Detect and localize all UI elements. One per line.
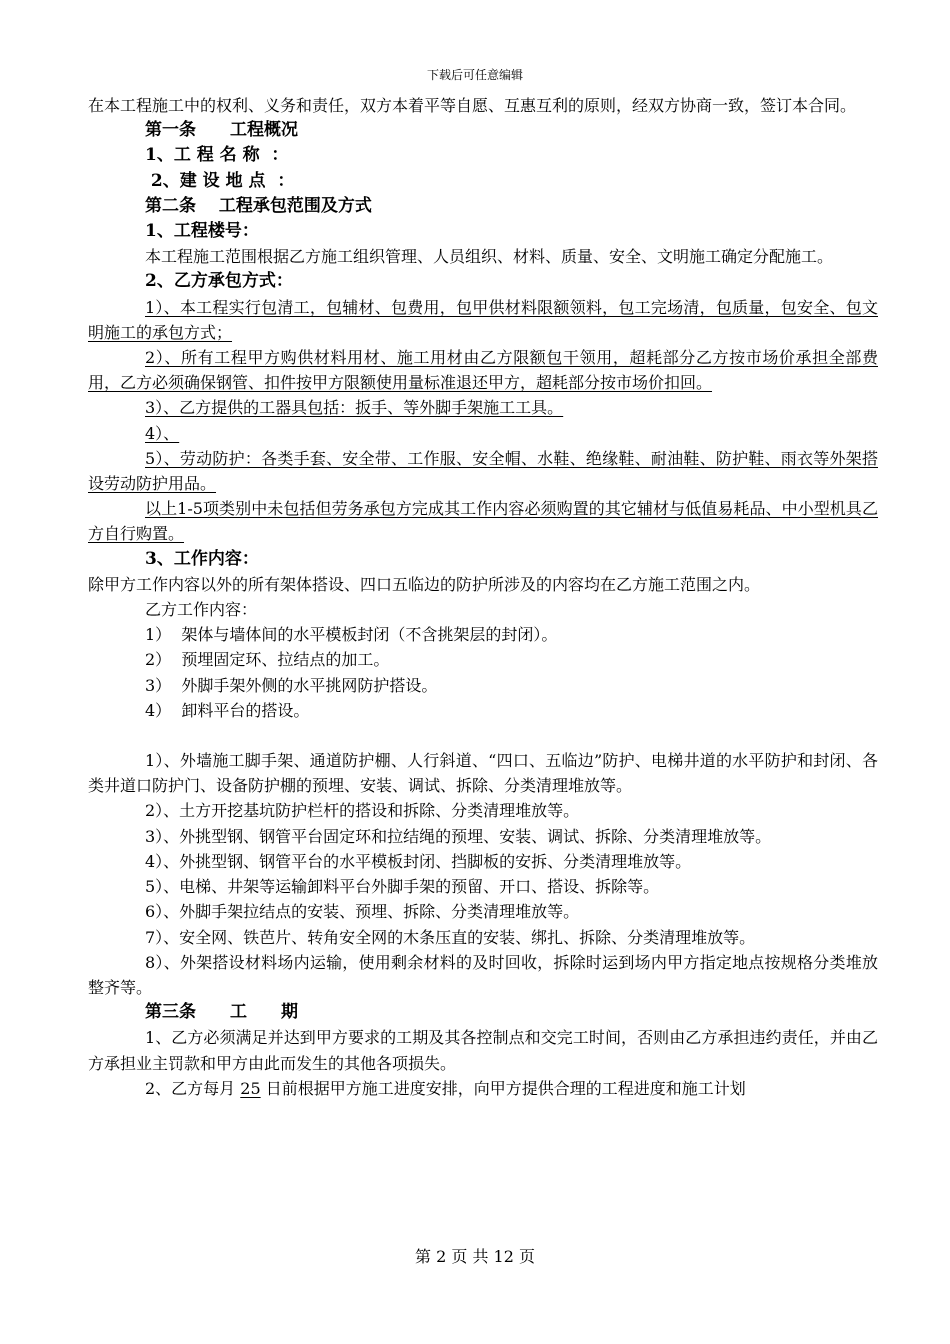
party-b-work-label: 乙方工作内容： [145,600,258,620]
party-b-work-item-1: 1） 架体与墙体间的水平模板封闭（不含挑架层的封闭）。 [145,625,558,645]
work-detail-4: 4）、外挑型钢、钢管平台的水平模板封闭、挡脚板的安拆、分类清理堆放等。 [145,851,692,871]
schedule-paragraph-2 [88,1076,878,1101]
work-detail-2: 2）、土方开挖基坑防护栏杆的搭设和拆除、分类清理堆放等。 [145,801,580,821]
method-item-2: 2）、所有工程甲方购供材料用材、施工用材由乙方限额包干领用，超耗部分乙方按市场价承担全部费用，乙方必须确保钢管、扣件按甲方限额使用量标准退还甲方，超耗部分按市场价扣回。 [88,348,878,393]
article-3-heading: 第三条 工 期 [145,1002,298,1023]
work-detail-5: 5）、电梯、井架等运输卸料平台外脚手架的预留、开口、搭设、拆除等。 [145,877,660,897]
work-content-paragraph: 除甲方工作内容以外的所有架体搭设、四口五临边的防护所涉及的内容均在乙方施工范围之内。 [88,574,761,594]
document-body [88,93,878,1101]
party-b-work-item-4: 4） 卸料平台的搭设。 [145,700,310,720]
article-2-heading: 第二条 工程承包范围及方式 [145,195,372,216]
work-detail-7: 7）、安全网、铁芭片、转角安全网的木条压直的安装、绑扎、拆除、分类清理堆放等。 [145,927,756,947]
schedule-text-b: 日前根据甲方施工进度安排，向甲方提供合理的工程进度和施工计划 [260,1078,746,1098]
page-number: 第 2 页 共 12 页 [415,1247,535,1266]
work-detail-1: 1）、外墙施工脚手架、通道防护棚、人行斜道、“四口、五临边”防护、电梯井道的水平防护和封闭、各类井道口防护门、设备防护棚的预埋、安装、调试、拆除、分类清理堆放等。 [88,751,878,796]
blank-line [88,723,878,748]
building-number-line: 1、工程楼号： [145,221,259,242]
method-item-4: 4）、 [145,423,180,443]
method-note: 以上1-5项类别中未包括但劳务承包方完成其工作内容必须购置的其它辅材与低值易耗品、中小型机具乙方自行购置。 [88,499,878,544]
work-content-heading: 3、工作内容： [145,548,259,569]
schedule-text-a: 2、乙方每月 [145,1078,241,1098]
article-1-heading: 第一条 工程概况 [145,120,298,141]
project-location-line: 2、建 设 地 点 ： [145,170,295,191]
work-detail-8: 8）、外架搭设材料场内运输，使用剩余材料的及时回收，拆除时运到场内甲方指定地点按规格分类堆放整齐等。 [88,952,878,997]
work-detail-3: 3）、外挑型钢、钢管平台固定环和拉结绳的预埋、安装、调试、拆除、分类清理堆放等。 [145,826,772,846]
scope-paragraph: 本工程施工范围根据乙方施工组织管理、人员组织、材料、质量、安全、文明施工确定分配施工。 [145,247,834,267]
contract-method-heading: 2、乙方承包方式： [145,271,293,292]
method-item-3: 3）、乙方提供的工器具包括：扳手、等外脚手架施工工具。 [145,398,564,418]
project-name-line: 1、工 程 名 称 ： [145,145,289,166]
party-b-work-item-2: 2） 预埋固定环、拉结点的加工。 [145,650,390,670]
party-b-work-item-3: 3） 外脚手架外侧的水平挑网防护搭设。 [145,675,438,695]
work-detail-6: 6）、外脚手架拉结点的安装、预埋、拆除、分类清理堆放等。 [145,902,580,922]
page-header: 下载后可任意编辑 [426,68,523,82]
schedule-paragraph-1: 1、乙方必须满足并达到甲方要求的工期及其各控制点和交完工时间，否则由乙方承担违约责任，并由乙方承担业主罚款和甲方由此而发生的其他各项损失。 [88,1028,878,1073]
method-item-5: 5）、劳动防护：各类手套、安全带、工作服、安全帽、水鞋、绝缘鞋、耐油鞋、防护鞋、雨衣等外架搭设劳动防护用品。 [88,448,878,494]
intro-paragraph: 在本工程施工中的权利、义务和责任，双方本着平等自愿、互惠互利的原则，经双方协商一致，签订本合同。 [88,96,857,115]
method-item-1: 1）、本工程实行包清工，包辅材、包费用，包甲供材料限额领料，包工完场清，包质量，包安全、包文明施工的承包方式； [88,297,878,342]
schedule-day-value: 25 [240,1078,261,1098]
